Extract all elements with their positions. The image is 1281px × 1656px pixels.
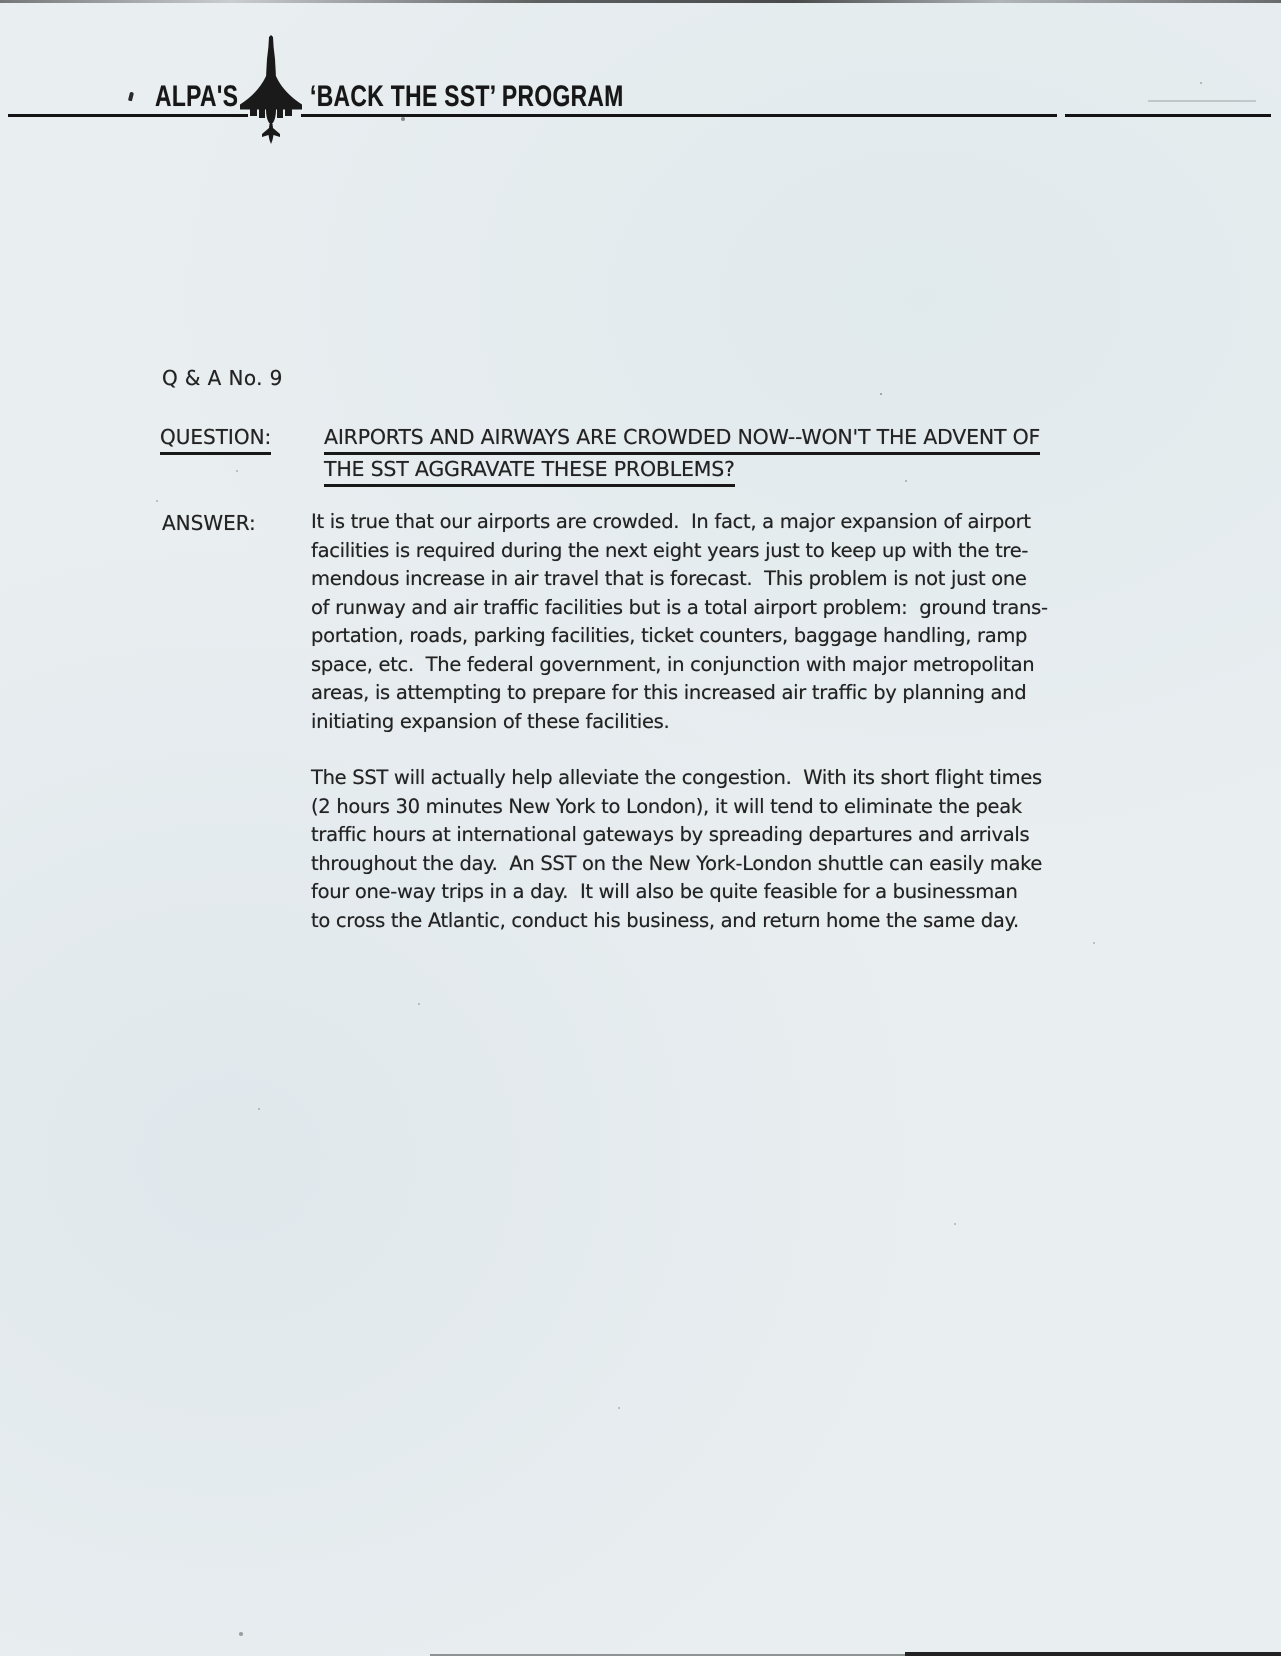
answer-line: four one-way trips in a day. It will also be quite feasible for a businessman [311,880,1018,903]
scan-edge-top [0,0,1281,3]
answer-line: areas, is attempting to prepare for this increased air traffic by planning and [311,681,1027,704]
answer-line: facilities is required during the next eight years just to keep up with the tre- [311,538,1029,562]
qa-number: Q & A No. 9 [162,366,283,390]
header-rule-middle [301,114,1057,117]
answer-line: mendous increase in air travel that is forecast. This problem is not just one [311,567,1027,590]
answer-line: portation, roads, parking facilities, ticket counters, baggage handling, ramp [311,624,1028,647]
scan-edge-right-dash [1148,100,1256,102]
question-line: THE SST AGGRAVATE THESE PROBLEMS? [324,459,735,487]
answer-line: of runway and air traffic facilities but is a total airport problem: ground trans- [311,595,1048,619]
answer-line: The SST will actually help alleviate the congestion. With its short flight times [311,766,1042,789]
sst-aircraft-icon [239,33,303,145]
question-line: AIRPORTS AND AIRWAYS ARE CROWDED NOW--WON'T THE ADVENT OF [324,427,1040,455]
answer-line: space, etc. The federal government, in conjunction with major metropolitan [311,652,1035,676]
answer-paragraph-2 [311,764,1042,935]
answer-line: It is true that our airports are crowded. In fact, a major expansion of airport [311,510,1031,533]
program-title-label: ‘BACK THE SST’ PROGRAM [310,80,624,113]
header-rule-left [8,114,248,117]
stray-ink-mark [128,92,134,102]
answer-line: throughout the day. An SST on the New York-London shuttle can easily make [311,851,1043,875]
answer-line: (2 hours 30 minutes New York to London), it will tend to eliminate the peak [311,794,1022,818]
answer-line: to cross the Atlantic, conduct his business, and return home the same day. [311,908,1019,932]
paper-specks [0,0,2,2]
question-label: QUESTION: [160,427,271,455]
scan-edge-bottom-dark [905,1652,1281,1656]
header-rule-right [1065,114,1271,117]
answer-line: traffic hours at international gateways by spreading departures and arrivals [311,823,1030,846]
answer-line: initiating expansion of these facilities. [311,709,670,733]
question-text [324,427,1040,491]
org-name-label: ALPA'S [155,80,239,113]
answer-label: ANSWER: [162,511,256,535]
answer-paragraph-1 [311,508,1048,736]
question-label-block [160,427,271,459]
